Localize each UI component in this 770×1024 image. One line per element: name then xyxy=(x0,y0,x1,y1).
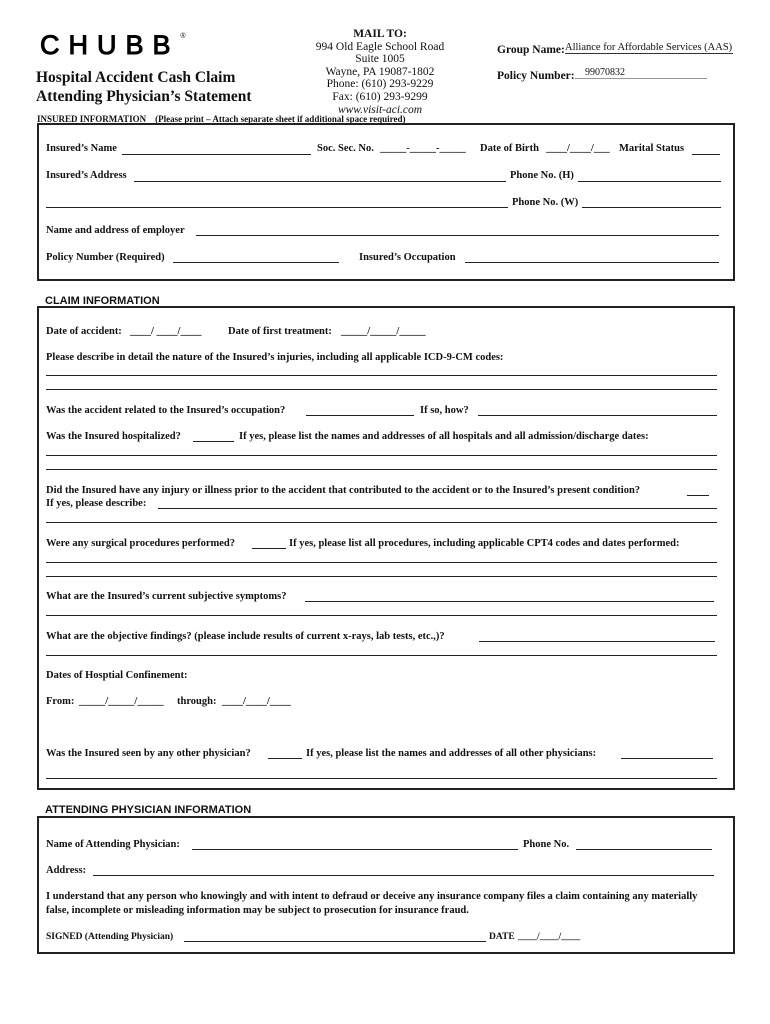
sign-date-field[interactable]: ____/____/____ xyxy=(518,932,581,942)
accident-date-label: Date of accident: xyxy=(46,326,122,337)
occupation-related-label: Was the accident related to the Insured’s occupation? xyxy=(46,405,286,416)
surgical-list-label: If yes, please list all procedures, including applicable CPT4 codes and dates performed: xyxy=(289,538,680,549)
phone-home-field[interactable] xyxy=(578,181,721,182)
prior-injury-description-field[interactable] xyxy=(158,508,717,509)
hospitalized-field[interactable] xyxy=(193,441,234,442)
signed-label: SIGNED (Attending Physician) xyxy=(46,932,174,942)
prior-injury-label: Did the Insured have any injury or illness prior to the accident that contributed to the accident or to the Insured’s present condition? xyxy=(46,485,641,496)
policy-number-field[interactable]: 99070832 xyxy=(575,67,707,79)
insured-address-label: Insured’s Address xyxy=(46,170,127,181)
injuries-description-line[interactable] xyxy=(46,389,717,390)
dob-field[interactable]: ____/____/___ xyxy=(546,143,610,154)
ssn-label: Soc. Sec. No. xyxy=(317,143,374,154)
findings-label: What are the objective findings? (please include results of current x-rays, lab tests, etc.,)? xyxy=(46,631,445,642)
insured-address-field[interactable] xyxy=(134,181,506,182)
symptoms-field[interactable] xyxy=(305,601,714,602)
first-treatment-label: Date of first treatment: xyxy=(228,326,332,337)
confinement-through-field[interactable]: ____/____/____ xyxy=(222,696,291,707)
physician-name-label: Name of Attending Physician: xyxy=(46,839,180,850)
if-yes-describe-label: If yes, please describe: xyxy=(46,498,147,509)
symptoms-label: What are the Insured’s current subjective symptoms? xyxy=(46,591,287,602)
mail-to-heading: MAIL TO: xyxy=(353,28,407,40)
surgical-field[interactable] xyxy=(252,548,286,549)
if-so-how-label: If so, how? xyxy=(420,405,469,416)
accident-date-field[interactable]: ____/ ____/____ xyxy=(130,326,202,337)
occupation-related-field[interactable] xyxy=(306,415,414,416)
mail-to-block xyxy=(290,28,470,116)
fraud-warning-text: I understand that any person who knowingly and with intent to defraud or deceive any insurance company files a claim containing any materially false, incomplete or misleading information may be subject to prosecution for insurance fraud. xyxy=(46,891,698,916)
phone-work-label: Phone No. (W) xyxy=(512,197,579,208)
physician-phone-label: Phone No. xyxy=(523,839,570,850)
chubb-logo: CHUBB ® xyxy=(40,30,186,60)
occupation-label: Insured’s Occupation xyxy=(359,252,456,263)
group-name-field[interactable]: Alliance for Affordable Services (AAS) xyxy=(565,42,733,53)
injuries-description-line[interactable] xyxy=(46,375,717,376)
confinement-from-field[interactable]: _____/_____/_____ xyxy=(79,696,164,707)
physician-address-label: Address: xyxy=(46,865,87,876)
hospitals-list-line[interactable] xyxy=(46,455,717,456)
group-name-label: Group Name: xyxy=(497,44,565,56)
confinement-label: Dates of Hosptial Confinement: xyxy=(46,670,188,681)
prior-injury-field[interactable] xyxy=(687,495,709,496)
describe-injuries-label: Please describe in detail the nature of the Insured’s injuries, including all applicable ICD-9-CM codes: xyxy=(46,352,504,363)
mail-address-line: Suite 1005 xyxy=(355,53,405,66)
if-so-how-field[interactable] xyxy=(478,415,717,416)
surgical-list-line[interactable] xyxy=(46,562,717,563)
other-physician-list-field[interactable] xyxy=(621,758,713,759)
ssn-field[interactable]: _____-_____-_____ xyxy=(380,143,466,154)
findings-line[interactable] xyxy=(46,655,717,656)
findings-field[interactable] xyxy=(479,641,715,642)
physician-phone-field[interactable] xyxy=(576,849,712,850)
insured-address-line2-field[interactable] xyxy=(46,207,508,208)
physician-name-field[interactable] xyxy=(192,849,518,850)
other-physician-list-line[interactable] xyxy=(46,778,717,779)
occupation-field[interactable] xyxy=(465,262,719,263)
other-physician-list-label: If yes, please list the names and addresses of all other physicians: xyxy=(306,748,597,759)
physician-section-heading: ATTENDING PHYSICIAN INFORMATION xyxy=(45,804,252,816)
insured-name-label: Insured’s Name xyxy=(46,143,117,154)
policy-number-label: Policy Number: xyxy=(497,70,575,82)
employer-field[interactable] xyxy=(196,235,719,236)
hospitalized-label: Was the Insured hospitalized? xyxy=(46,431,181,442)
surgical-list-line[interactable] xyxy=(46,576,717,577)
hospitals-list-label: If yes, please list the names and addresses of all hospitals and all admission/discharge dates: xyxy=(239,431,649,442)
phone-work-field[interactable] xyxy=(582,207,721,208)
symptoms-line[interactable] xyxy=(46,615,717,616)
insured-name-field[interactable] xyxy=(122,154,311,155)
employer-label: Name and address of employer xyxy=(46,225,185,236)
mail-phone: Phone: (610) 293-9229 xyxy=(326,78,434,91)
mail-fax: Fax: (610) 293-9299 xyxy=(332,90,428,103)
signature-field[interactable] xyxy=(184,941,486,942)
first-treatment-field[interactable]: _____/_____/_____ xyxy=(341,326,426,337)
dob-label: Date of Birth xyxy=(480,143,539,154)
mail-address-line: 994 Old Eagle School Road xyxy=(315,40,445,53)
form-title: Hospital Accident Cash Claim xyxy=(36,69,236,86)
form-subtitle: Attending Physician’s Statement xyxy=(36,88,252,105)
claim-section-heading: CLAIM INFORMATION xyxy=(45,295,160,307)
sign-date-label: DATE xyxy=(489,932,515,942)
other-physician-label: Was the Insured seen by any other physician? xyxy=(46,748,251,759)
physician-address-field[interactable] xyxy=(93,875,714,876)
mail-website: www.visit-aci.com xyxy=(337,103,423,116)
confinement-from-label: From: xyxy=(46,696,75,707)
other-physician-field[interactable] xyxy=(268,758,302,759)
insured-policy-field[interactable] xyxy=(173,262,339,263)
marital-status-label: Marital Status xyxy=(619,143,685,154)
confinement-through-label: through: xyxy=(177,696,217,707)
prior-injury-description-line[interactable] xyxy=(46,522,717,523)
insured-section-heading: INSURED INFORMATION (Please print – Attach separate sheet if additional space required) xyxy=(37,114,406,124)
phone-home-label: Phone No. (H) xyxy=(510,170,574,181)
mail-address-line: Wayne, PA 19087-1802 xyxy=(325,65,435,78)
surgical-label: Were any surgical procedures performed? xyxy=(46,538,235,549)
hospitals-list-line[interactable] xyxy=(46,469,717,470)
marital-status-field[interactable] xyxy=(692,154,720,155)
insured-policy-label: Policy Number (Required) xyxy=(46,252,165,263)
